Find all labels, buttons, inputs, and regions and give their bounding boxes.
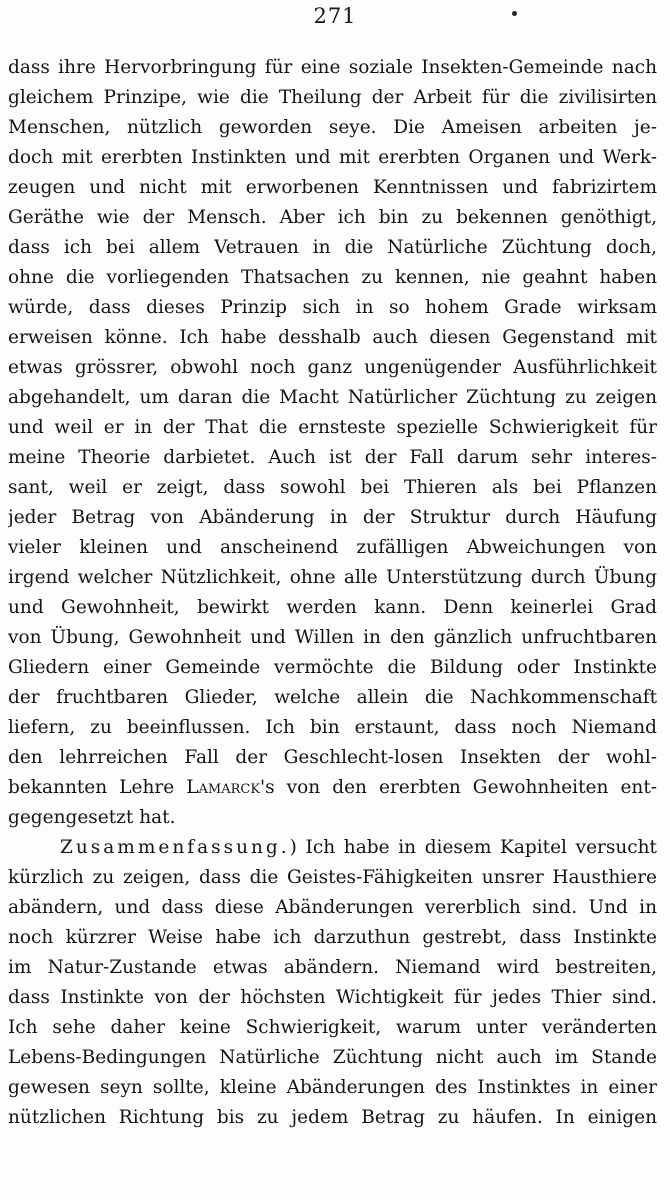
text-line: [8, 983, 657, 1013]
text-line: [8, 263, 657, 293]
text-segment: kürzlich zu zeigen, dass die Geistes-Fähigkeiten unsrer Hausthiere: [8, 867, 657, 888]
text-segment: nützlichen Richtung bis zu jedem Betrag zu häufen. In einigen: [8, 1107, 657, 1128]
text-line: [8, 923, 657, 953]
text-segment: dass ihre Hervorbringung für eine soziale Insekten-Gemeinde nach: [8, 57, 657, 78]
text-segment: jeder Betrag von Abänderung in der Struktur durch Häufung: [8, 507, 657, 528]
text-segment: abgehandelt, um daran die Macht Natürlicher Züchtung zu zeigen: [8, 387, 657, 408]
text-segment: und weil er in der That die ernsteste spezielle Schwierigkeit für: [8, 417, 657, 438]
text-line: [8, 83, 657, 113]
text-segment: bekannten Lehre: [8, 777, 187, 798]
text-segment: Ich sehe daher keine Schwierigkeit, warum unter veränderten: [8, 1017, 657, 1038]
text-line: [8, 803, 657, 833]
section-heading: Zusammenfassung.: [60, 837, 290, 858]
text-segment: der fruchtbaren Glieder, welche allein die Nachkommenschaft: [8, 687, 657, 708]
page-number: 271: [313, 4, 357, 28]
text-segment: Menschen, nützlich geworden seye. Die Ameisen arbeiten je-: [8, 117, 657, 138]
text-line: [8, 563, 657, 593]
text-line: [8, 533, 657, 563]
text-segment: meine Theorie darbietet. Auch ist der Fall darum sehr interes-: [8, 447, 657, 468]
text-segment: den lehrreichen Fall der Geschlecht-losen Insekten der wohl-: [8, 747, 657, 768]
text-segment: sant, weil er zeigt, dass sowohl bei Thieren als bei Pflanzen: [8, 477, 657, 498]
body-text: [8, 53, 657, 1133]
text-segment: zeugen und nicht mit erworbenen Kenntnissen und fabrizirtem: [8, 177, 657, 198]
text-segment: würde, dass dieses Prinzip sich in so hohem Grade wirksam: [8, 297, 657, 318]
text-segment: und Gewohnheit, bewirkt werden kann. Denn keinerlei Grad: [8, 597, 657, 618]
text-line: [8, 293, 657, 323]
text-line: [8, 143, 657, 173]
author-name: Lamarck: [186, 777, 261, 798]
text-segment: ohne die vorliegenden Thatsachen zu kennen, nie geahnt haben: [8, 267, 657, 288]
text-line: [8, 683, 657, 713]
text-line: [8, 713, 657, 743]
text-line: [8, 833, 657, 863]
text-segment: von Übung, Gewohnheit und Willen in den gänzlich unfruchtbaren: [8, 627, 657, 648]
text-line: [8, 353, 657, 383]
text-line: [8, 503, 657, 533]
text-line: [8, 233, 657, 263]
text-segment: dass ich bei allem Vetrauen in die Natürliche Züchtung doch,: [8, 237, 657, 258]
text-segment: 's von den ererbten Gewohnheiten ent-: [260, 777, 657, 798]
text-line: [8, 1013, 657, 1043]
text-segment: im Natur-Zustande etwas abändern. Niemand wird bestreiten,: [8, 957, 657, 978]
text-segment: Lebens-Bedingungen Natürliche Züchtung nicht auch im Stande: [8, 1047, 657, 1068]
text-segment: erweisen könne. Ich habe desshalb auch diesen Gegenstand mit: [8, 327, 657, 348]
text-line: [8, 173, 657, 203]
text-line: [8, 443, 657, 473]
text-line: [8, 953, 657, 983]
text-segment: dass Instinkte von der höchsten Wichtigkeit für jedes Thier sind.: [8, 987, 657, 1008]
text-line: [8, 743, 657, 773]
text-segment: vieler kleinen und anscheinend zufälligen Abweichungen von: [8, 537, 657, 558]
text-line: [8, 323, 657, 353]
text-line: [8, 473, 657, 503]
text-line: [8, 203, 657, 233]
text-line: [8, 1103, 657, 1133]
text-segment: gewesen seyn sollte, kleine Abänderungen des Instinktes in einer: [8, 1077, 657, 1098]
text-segment: gegengesetzt hat.: [8, 807, 176, 828]
text-segment: abändern, und dass diese Abänderungen vererblich sind. Und in: [8, 897, 657, 918]
text-line: [8, 113, 657, 143]
text-segment: irgend welcher Nützlichkeit, ohne alle Unterstützung durch Übung: [8, 567, 657, 588]
text-segment: noch kürzrer Weise habe ich darzuthun gestrebt, dass Instinkte: [8, 927, 657, 948]
text-line: [8, 413, 657, 443]
text-segment: gleichem Prinzipe, wie die Theilung der Arbeit für die zivilisirten: [8, 87, 657, 108]
text-line: [8, 653, 657, 683]
text-segment: ) Ich habe in diesem Kapitel versucht: [289, 837, 657, 858]
text-segment: doch mit ererbten Instinkten und mit ererbten Organen und Werk-: [8, 147, 657, 168]
text-line: [8, 383, 657, 413]
ink-speck: [512, 11, 517, 16]
text-line: [8, 893, 657, 923]
text-line: [8, 1073, 657, 1103]
text-segment: Gliedern einer Gemeinde vermöchte die Bildung oder Instinkte: [8, 657, 657, 678]
text-line: [8, 593, 657, 623]
text-line: [8, 1043, 657, 1073]
text-line: [8, 773, 657, 803]
text-line: [8, 863, 657, 893]
text-segment: liefern, zu beeinflussen. Ich bin erstaunt, dass noch Niemand: [8, 717, 657, 738]
text-segment: etwas grössrer, obwohl noch ganz ungenügender Ausführlichkeit: [8, 357, 657, 378]
text-segment: Geräthe wie der Mensch. Aber ich bin zu bekennen genöthigt,: [8, 207, 657, 228]
text-line: [8, 623, 657, 653]
text-line: [8, 53, 657, 83]
